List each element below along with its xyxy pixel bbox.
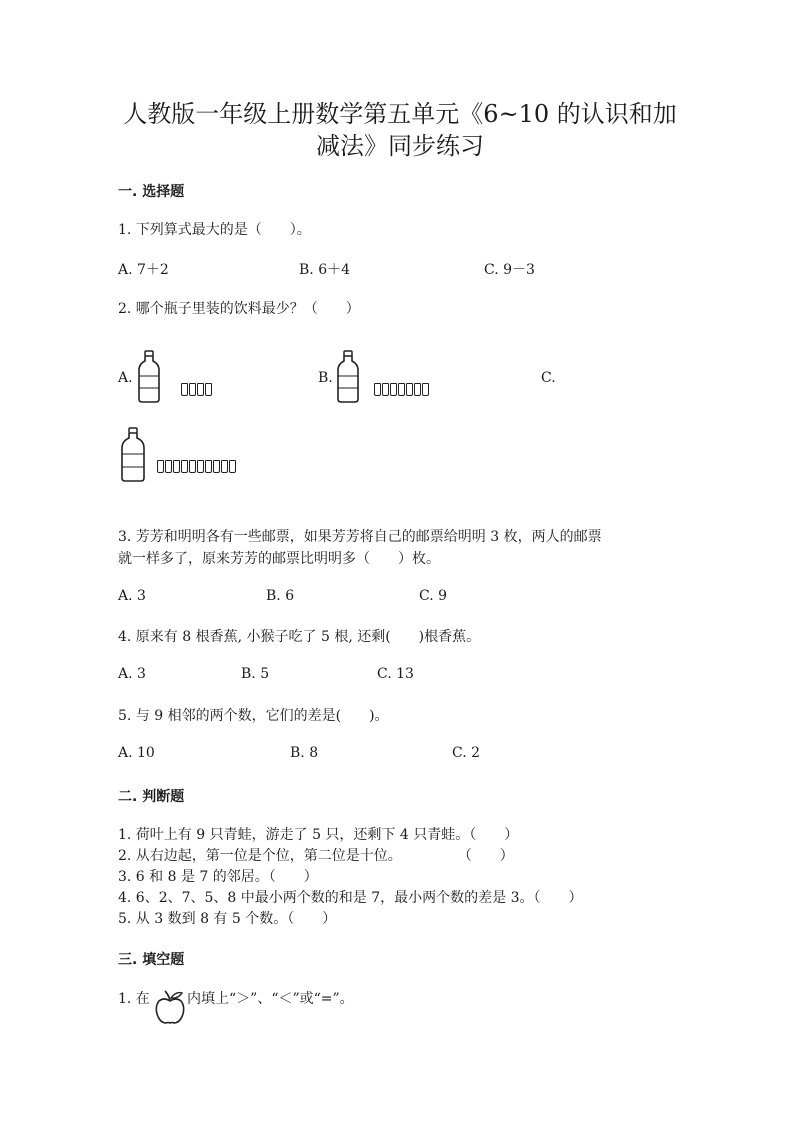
cup-icon bbox=[173, 460, 180, 473]
section-heading-fill: 三. 填空题 bbox=[118, 952, 185, 968]
question-5: 5. 与 9 相邻的两个数，它们的差是( )。 bbox=[118, 708, 389, 724]
cup-icon bbox=[398, 383, 405, 396]
judge-item-2: 2. 从右边起，第一位是个位，第二位是十位。 （ ） bbox=[118, 848, 514, 864]
question-1: 1. 下列算式最大的是（ ）。 bbox=[118, 222, 311, 238]
q3-option-c: C. 9 bbox=[419, 588, 448, 604]
cup-icon bbox=[382, 383, 389, 396]
q3-option-a: A. 3 bbox=[118, 588, 146, 604]
judge-item-5: 5. 从 3 数到 8 有 5 个数。（ ） bbox=[118, 911, 337, 927]
fill-item-1-suffix: 内填上“＞”、“＜”或“=”。 bbox=[187, 991, 354, 1007]
cup-icon bbox=[213, 460, 220, 473]
cup-icon bbox=[422, 383, 429, 396]
cup-icon bbox=[157, 460, 164, 473]
question-3-line1: 3. 芳芳和明明各有一些邮票，如果芳芳将自己的邮票给明明 3 枚，两人的邮票 bbox=[118, 529, 602, 545]
bottle-icon bbox=[336, 350, 360, 404]
q5-option-b: B. 8 bbox=[290, 745, 319, 761]
cup-icon bbox=[189, 460, 196, 473]
q1-option-c: C. 9－3 bbox=[484, 262, 535, 278]
question-4: 4. 原来有 8 根香蕉, 小猴子吃了 5 根, 还剩( )根香蕉。 bbox=[118, 629, 481, 645]
cup-icon bbox=[374, 383, 381, 396]
question-2: 2. 哪个瓶子里装的饮料最少？（ ） bbox=[118, 301, 360, 317]
page-title-line2: 减法》同步练习 bbox=[316, 132, 484, 160]
q1-option-a: A. 7＋2 bbox=[118, 262, 169, 278]
q1-option-b: B. 6＋4 bbox=[299, 262, 351, 278]
judge-item-4: 4. 6、2、7、5、8 中最小两个数的和是 7，最小两个数的差是 3。（ ） bbox=[118, 890, 583, 906]
cup-icon bbox=[205, 383, 212, 396]
judge-item-3: 3. 6 和 8 是 7 的邻居。（ ） bbox=[118, 869, 318, 885]
q4-option-b: B. 5 bbox=[241, 666, 270, 682]
q4-option-c: C. 13 bbox=[377, 666, 414, 682]
cup-icon bbox=[414, 383, 421, 396]
cup-icon bbox=[197, 460, 204, 473]
cup-icon bbox=[205, 460, 212, 473]
cup-icon bbox=[165, 460, 172, 473]
bottle-icon bbox=[120, 427, 146, 483]
q2-option-c: C. bbox=[541, 370, 556, 386]
judge-item-1: 1. 荷叶上有 9 只青蛙，游走了 5 只，还剩下 4 只青蛙。（ ） bbox=[118, 827, 519, 843]
q4-option-a: A. 3 bbox=[118, 666, 146, 682]
q3-option-b: B. 6 bbox=[266, 588, 295, 604]
section-heading-judge: 二. 判断题 bbox=[118, 789, 185, 805]
cups-group-a bbox=[181, 383, 213, 396]
cup-icon bbox=[406, 383, 413, 396]
cup-icon bbox=[221, 460, 228, 473]
cups-group-b bbox=[374, 383, 430, 396]
q5-option-c: C. 2 bbox=[452, 745, 481, 761]
cup-icon bbox=[229, 460, 236, 473]
cup-icon bbox=[197, 383, 204, 396]
q5-option-a: A. 10 bbox=[118, 745, 155, 761]
cups-group-c bbox=[157, 460, 237, 473]
question-3-line2: 就一样多了，原来芳芳的邮票比明明多（ ）枚。 bbox=[118, 551, 440, 567]
cup-icon bbox=[181, 383, 188, 396]
apple-icon bbox=[154, 988, 186, 1026]
page-title-line1: 人教版一年级上册数学第五单元《6~10 的认识和加 bbox=[123, 100, 677, 128]
cup-icon bbox=[181, 460, 188, 473]
fill-item-1-prefix: 1. 在 bbox=[118, 991, 150, 1007]
section-heading-choice: 一. 选择题 bbox=[118, 184, 185, 200]
q2-option-a: A. bbox=[118, 370, 133, 386]
bottle-icon bbox=[137, 350, 161, 404]
cup-icon bbox=[390, 383, 397, 396]
cup-icon bbox=[189, 383, 196, 396]
q2-option-b: B. bbox=[318, 370, 333, 386]
